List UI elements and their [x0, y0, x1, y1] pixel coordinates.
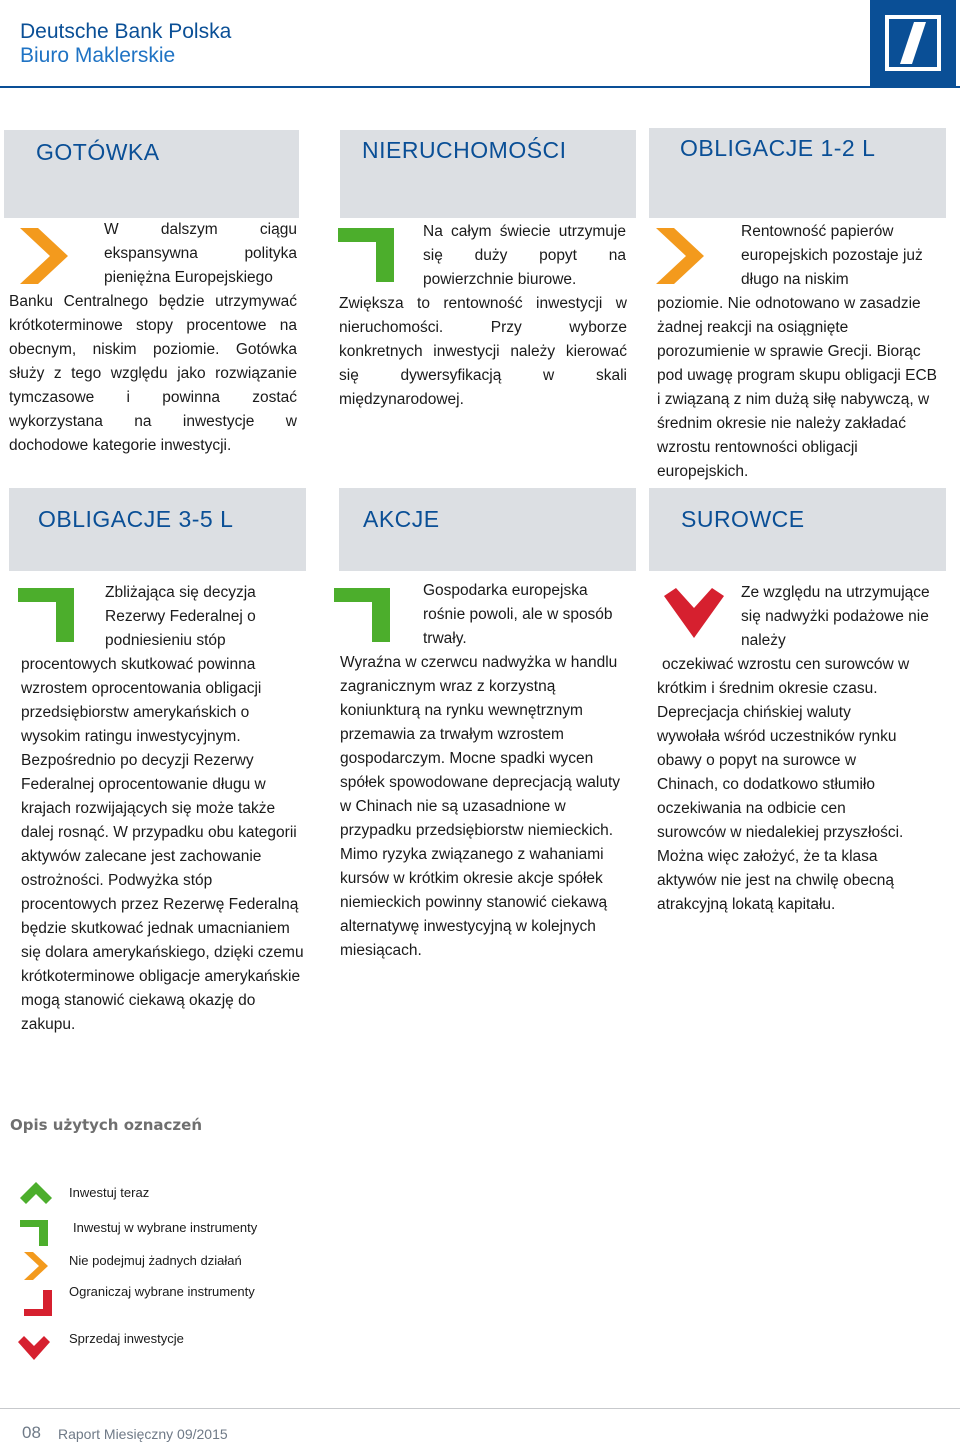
legend-label-nie-podejmuj: Nie podejmuj żadnych działań	[69, 1253, 242, 1268]
company-name: Deutsche Bank Polska	[20, 20, 232, 43]
orange-chevron-right-icon	[20, 228, 68, 284]
company-division: Biuro Maklerskie	[20, 44, 176, 67]
green-chevron-up-icon	[20, 1182, 52, 1204]
nieruchomosci-lead-text: Na całym świecie utrzymuje się duży popyt na powierzchnie biurowe.	[423, 223, 626, 288]
orange-chevron-right-icon	[24, 1252, 48, 1280]
footer-divider	[0, 1408, 960, 1409]
gotowka-body-text: Banku Centralnego będzie utrzymywać krótkoterminowe stopy procentowe na obecnym, niskim poziomie. Gotówka służy z tego względu jako rozwiązanie tymczasowe i powinna zostać wykorzystana na inwestycje w dochodowe kategorie inwestycji.	[9, 293, 297, 454]
page-number: 08	[22, 1423, 41, 1442]
orange-chevron-right-icon	[656, 228, 704, 284]
deutsche-bank-logo-icon	[870, 0, 956, 86]
surowce-lead-text: Ze względu na utrzymujące się nadwyżki podażowe nie należy	[741, 584, 930, 649]
legend-label-inwestuj-wybrane: Inwestuj w wybrane instrumenty	[73, 1220, 258, 1235]
nieruchomosci-body-text: Zwiększa to rentowność inwestycji w nieruchomości. Przy wyborze konkretnych inwestycji należy kierować się dywersyfikacją w skali międzynarodowej.	[339, 295, 627, 408]
green-corner-icon	[338, 228, 394, 282]
legend-label-ograniczaj: Ograniczaj wybrane instrumenty	[69, 1284, 255, 1299]
obligacje-1-2-lead-text: Rentowność papierów europejskich pozostaje już długo na niskim	[741, 223, 923, 288]
section-title-surowce: SUROWCE	[681, 506, 805, 532]
red-chevron-down-icon	[18, 1336, 50, 1362]
section-title-nieruchomosci: NIERUCHOMOŚCI	[362, 137, 567, 163]
obligacje-3-5-body-text: procentowych skutkować powinna wzrostem oprocentowania obligacji przedsiębiorstw amerykańskich o wysokim ratingu inwestycyjnym. Bezpośrednio po decyzji Rezerwy Federalnej oprocentowanie długu w krajach rozwijających się może także dalej rosnąć. W przypadku obu kategorii aktywów zalecane jest zachowanie ostrożności. Podwyżka stóp procentowych przez Rezerwę Federalną będzie skutkować jednak umacnianiem się dolara amerykańskiego, dzięki czemu krótkoterminowe obligacje amerykańskie mogą stanowić ciekawą okazję do zakupu.	[21, 656, 304, 1033]
section-title-obligacje-3-5: OBLIGACJE 3-5 L	[38, 506, 234, 532]
surowce-body-text: oczekiwać wzrostu cen surowców w krótkim i średnim okresie czasu. Deprecjacja chińskiej waluty wywołała wśród uczestników rynku obawy o popyt na surowce w Chinach, co dodatkowo stłumiło oczekiwania na odbicie cen surowców w niedalekiej przyszłości. Można więc założyć, że ta klasa aktywów nie jest na chwilę obecną atrakcyjną lokatą kapitału.	[657, 656, 910, 913]
obligacje-1-2-body-text: poziomie. Nie odnotowano w zasadzie żadnej reakcji na osiągnięte porozumienie w sprawie Grecji. Biorąc pod uwagę program skupu obligacji ECB i związaną z nim dużą siłę nabywczą, w średnim okresie nie należy zakładać wzrostu rentowności obligacji europejskich.	[657, 295, 938, 480]
akcje-lead-text: Gospodarka europejska rośnie powoli, ale w sposób trwały.	[423, 582, 613, 647]
legend-title: Opis użytych oznaczeń	[10, 1116, 203, 1134]
section-title-obligacje-1-2: OBLIGACJE 1-2 L	[680, 135, 876, 161]
gotowka-lead-text: W dalszym ciągu ekspansywna polityka pieniężna Europejskiego	[104, 221, 297, 286]
green-corner-icon	[334, 588, 390, 642]
green-corner-icon	[20, 1220, 48, 1246]
header-divider	[0, 86, 960, 88]
legend-label-sprzedaj: Sprzedaj inwestycje	[69, 1331, 184, 1346]
report-title: Raport Miesięczny 09/2015	[58, 1426, 228, 1442]
red-corner-icon	[24, 1290, 52, 1316]
akcje-body-text: Wyraźna w czerwcu nadwyżka w handlu zagranicznym wraz z korzystną koniunkturą na rynku wewnętrznym przemawia za trwałym wzrostem gospodarczym. Mocne spadki wycen spółek spowodowane deprecjacją waluty w Chinach nie są uzasadnione w przypadku przedsiębiorstw niemieckich. Mimo ryzyka związanego z wahaniami kursów w krótkim okresie akcje spółek niemieckich powinny stanowić ciekawą alternatywę inwestycyjną w kolejnych miesiącach.	[340, 654, 621, 959]
section-title-gotowka: GOTÓWKA	[36, 139, 160, 165]
red-chevron-down-icon	[664, 588, 724, 638]
green-corner-icon	[18, 588, 74, 642]
legend-label-inwestuj-teraz: Inwestuj teraz	[69, 1185, 150, 1200]
obligacje-3-5-lead-text: Zbliżająca się decyzja Rezerwy Federalnej o podniesieniu stóp	[105, 584, 256, 649]
section-title-akcje: AKCJE	[363, 506, 440, 532]
